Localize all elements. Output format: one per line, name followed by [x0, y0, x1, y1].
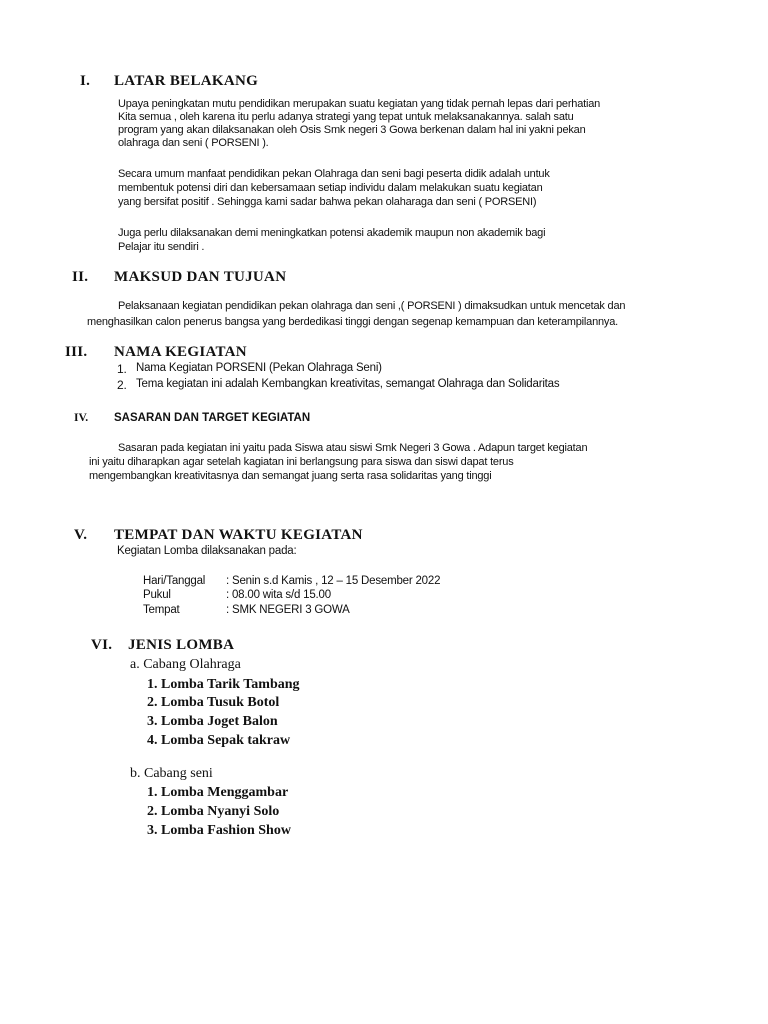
- section-title: NAMA KEGIATAN: [114, 344, 247, 360]
- paragraph-line: Kita semua , oleh karena itu perlu adanya strategi yang tepat untuk melaksanakannya. salah satu: [118, 111, 574, 123]
- competition-item: 3. Lomba Fashion Show: [147, 823, 291, 838]
- paragraph-line: membentuk potensi diri dan kebersamaan setiap individu dalam melakukan suatu kegiatan: [118, 182, 543, 194]
- list-item: Tema kegiatan ini adalah Kembangkan kreativitas, semangat Olahraga dan Solidaritas: [136, 378, 560, 390]
- category-title: a. Cabang Olahraga: [130, 657, 241, 672]
- paragraph-line: Pelaksanaan kegiatan pendidikan pekan olahraga dan seni ,( PORSENI ) dimaksudkan untuk mencetak dan: [118, 300, 626, 312]
- list-item: Nama Kegiatan PORSENI (Pekan Olahraga Seni): [136, 362, 382, 374]
- section-number: VI.: [91, 637, 113, 653]
- competition-item: 2. Lomba Tusuk Botol: [147, 695, 280, 710]
- competition-item: 3. Lomba Joget Balon: [147, 714, 278, 729]
- competition-item: 2. Lomba Nyanyi Solo: [147, 804, 280, 819]
- detail-label: Hari/Tanggal: [143, 575, 206, 587]
- section-title: LATAR BELAKANG: [114, 73, 259, 89]
- competition-item: 1. Lomba Tarik Tambang: [147, 677, 300, 692]
- paragraph-line: yang bersifat positif . Sehingga kami sadar bahwa pekan olaharaga dan seni ( PORSENI): [118, 196, 537, 208]
- section-number: II.: [72, 269, 89, 285]
- paragraph-line: olahraga dan seni ( PORSENI ).: [118, 137, 269, 149]
- paragraph-line: mengembangkan kreativitasnya dan semangat juang serta rasa solidaritas yang tinggi: [89, 470, 492, 482]
- paragraph-line: Juga perlu dilaksanakan demi meningkatkan potensi akademik maupun non akademik bagi: [118, 227, 546, 239]
- paragraph-line: Pelajar itu sendiri .: [118, 241, 205, 253]
- paragraph-line: Sasaran pada kegiatan ini yaitu pada Siswa atau siswi Smk Negeri 3 Gowa . Adapun target kegiatan: [118, 442, 588, 454]
- detail-value: : 08.00 wita s/d 15.00: [226, 589, 331, 601]
- section-title: MAKSUD DAN TUJUAN: [114, 269, 287, 285]
- section-number: III.: [65, 344, 88, 360]
- detail-value: : Senin s.d Kamis , 12 – 15 Desember 2022: [226, 575, 441, 587]
- list-item-number: 1.: [117, 362, 127, 376]
- paragraph-line: menghasilkan calon penerus bangsa yang berdedikasi tinggi dengan segenap kemampuan dan keterampilannya.: [87, 316, 619, 328]
- paragraph-line: program yang akan dilaksanakan oleh Osis Smk negeri 3 Gowa berkenan dalam hal ini yakni pekan: [118, 124, 586, 136]
- competition-item: 1. Lomba Menggambar: [147, 785, 289, 800]
- list-item-number: 2.: [117, 378, 127, 392]
- section-number: V.: [74, 527, 88, 543]
- section-title: JENIS LOMBA: [128, 637, 235, 653]
- section-title: SASARAN DAN TARGET KEGIATAN: [114, 412, 311, 424]
- intro-text: Kegiatan Lomba dilaksanakan pada:: [117, 545, 297, 557]
- section-number: IV.: [74, 412, 89, 424]
- paragraph-line: Upaya peningkatan mutu pendidikan merupakan suatu kegiatan yang tidak pernah lepas dari perhatian: [118, 98, 601, 110]
- section-number: I.: [80, 73, 91, 89]
- detail-label: Tempat: [143, 604, 180, 616]
- detail-label: Pukul: [143, 589, 171, 601]
- paragraph-line: Secara umum manfaat pendidikan pekan Olahraga dan seni bagi peserta didik adalah untuk: [118, 168, 550, 180]
- category-title: b. Cabang seni: [130, 766, 213, 781]
- section-title: TEMPAT DAN WAKTU KEGIATAN: [114, 527, 363, 543]
- detail-value: : SMK NEGERI 3 GOWA: [226, 604, 350, 616]
- competition-item: 4. Lomba Sepak takraw: [147, 733, 291, 748]
- paragraph-line: ini yaitu diharapkan agar setelah kagiatan ini berlangsung para siswa dan siswi dapat terus: [89, 456, 514, 468]
